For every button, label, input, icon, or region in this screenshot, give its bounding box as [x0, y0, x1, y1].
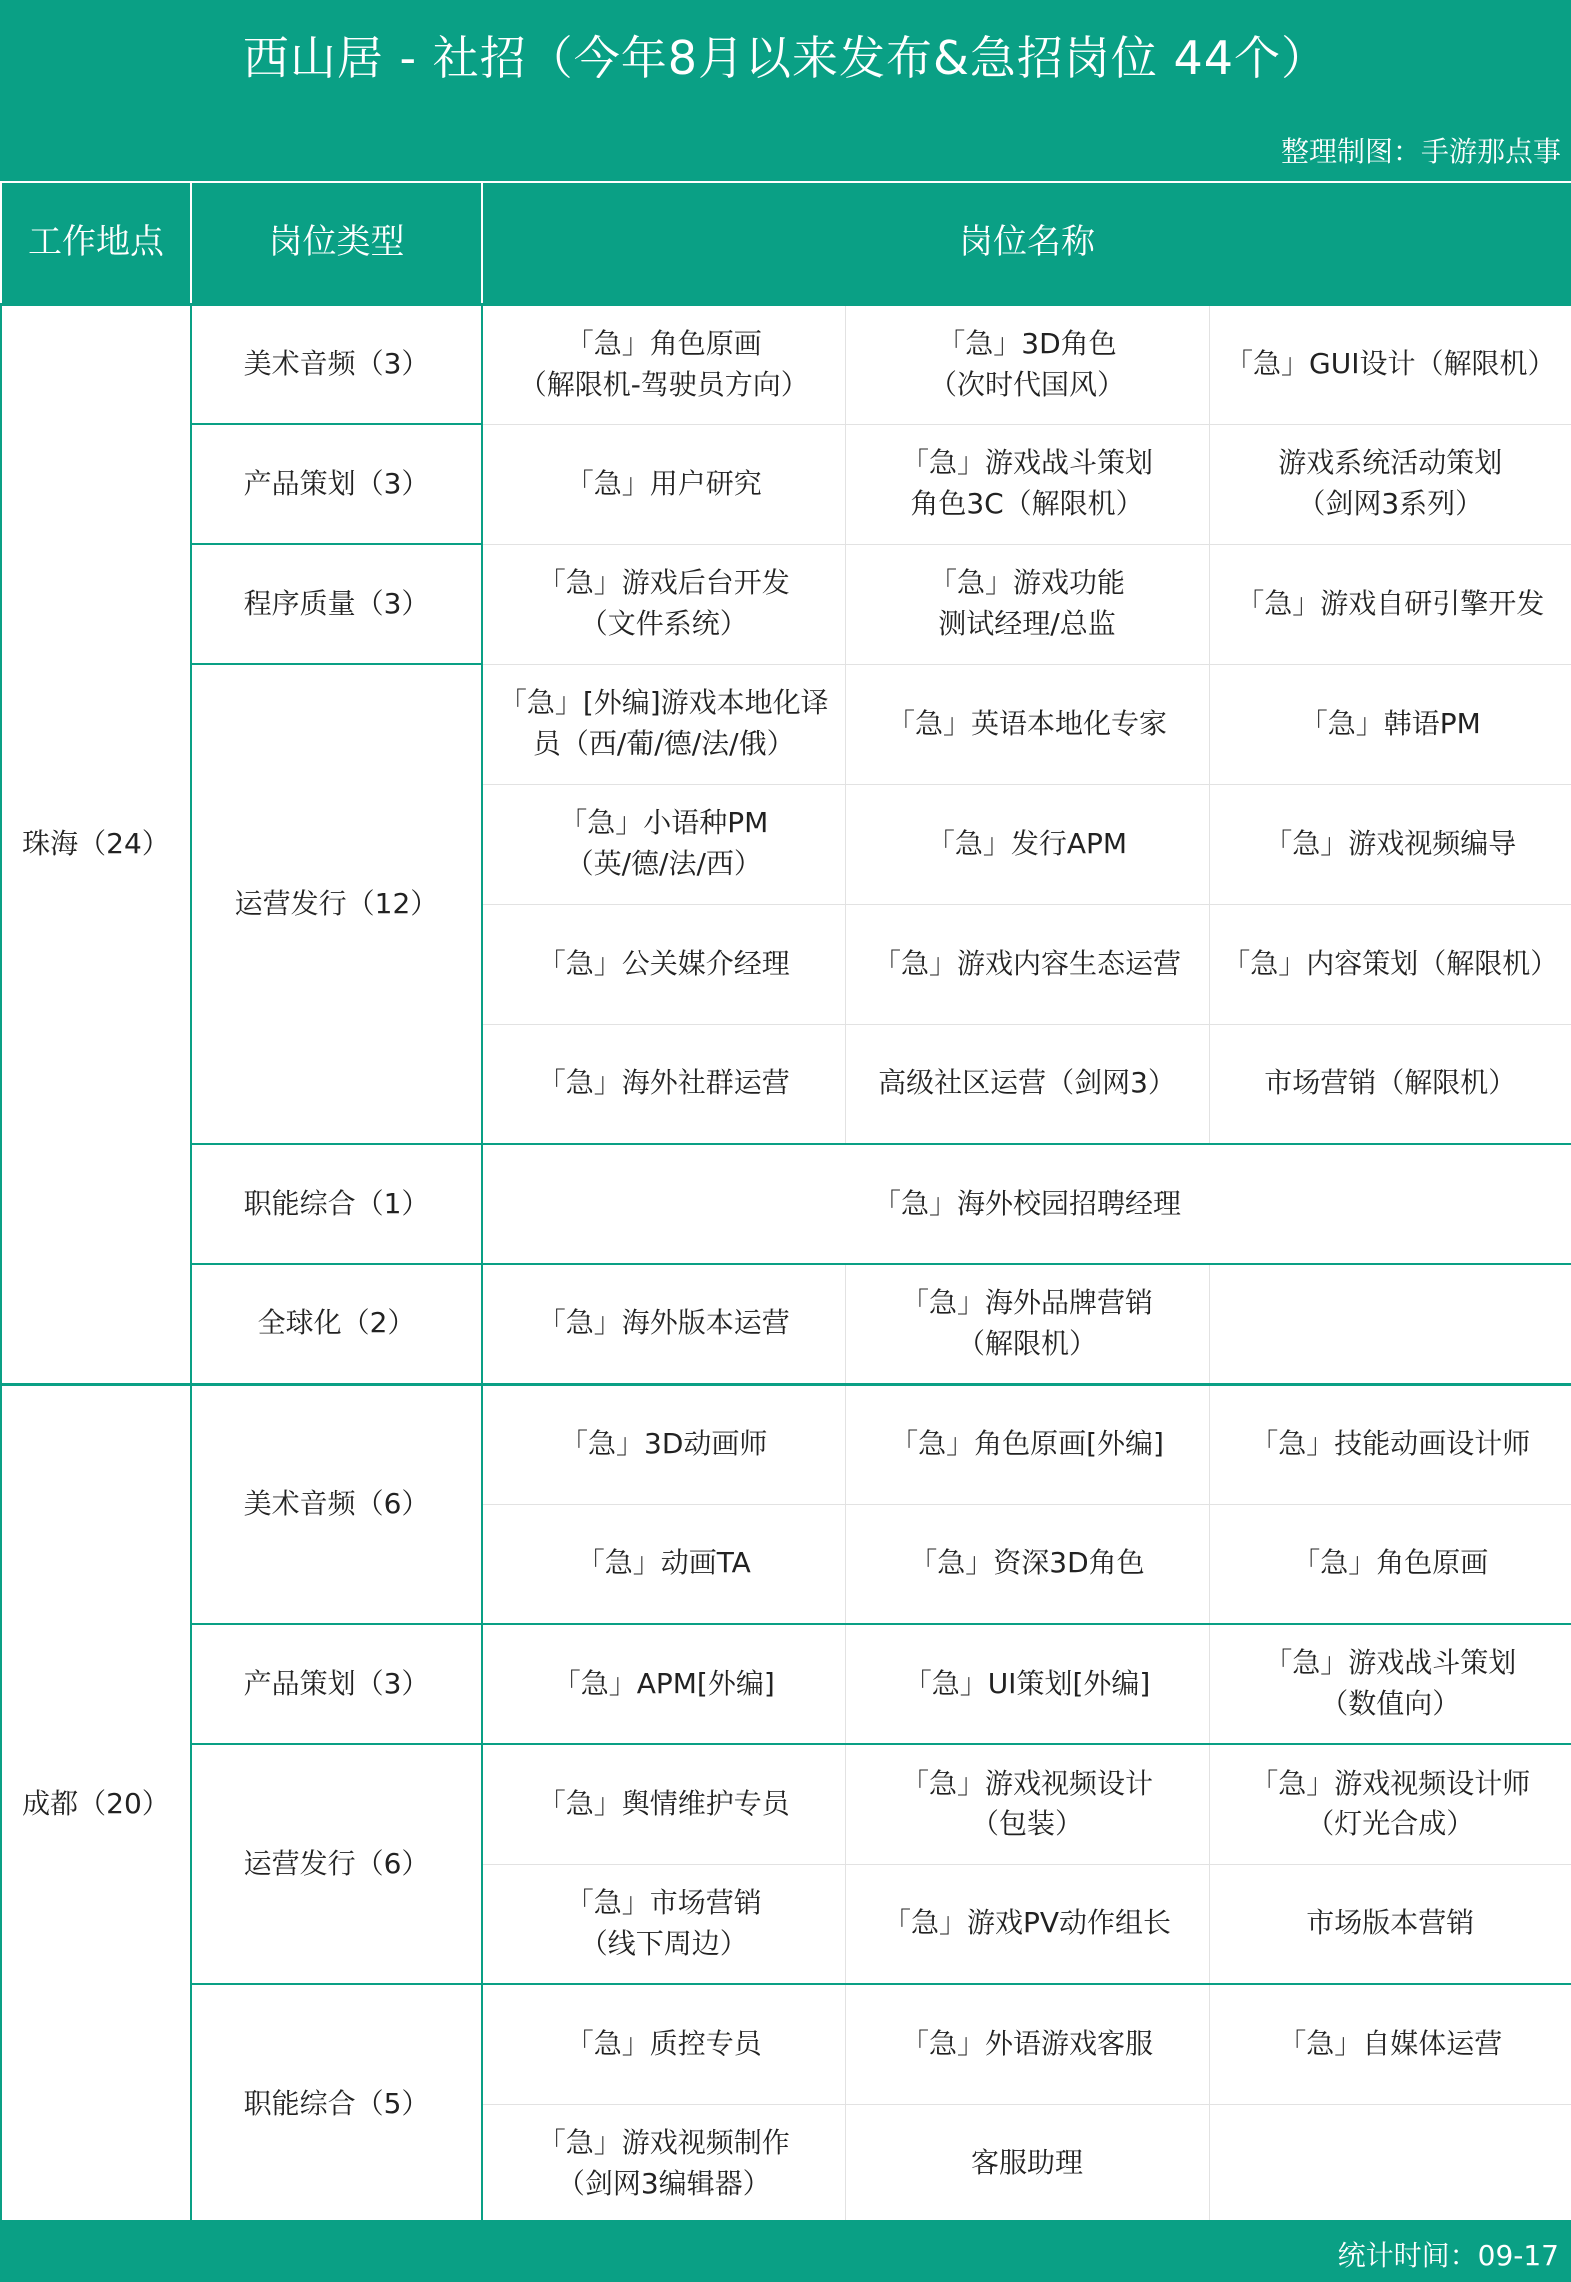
location-cell: 珠海（24）	[1, 304, 191, 1384]
job-cell: 「急」游戏视频设计 （包装）	[845, 1744, 1209, 1864]
job-cell: 「急」游戏PV动作组长	[845, 1864, 1209, 1984]
category-cell: 职能综合（1）	[191, 1144, 482, 1264]
table-row	[1, 1984, 1571, 2104]
header-category: 岗位类型	[191, 182, 482, 304]
table-header-row	[1, 182, 1571, 304]
table-row	[1, 1144, 1571, 1264]
job-cell	[1209, 1264, 1571, 1384]
category-cell: 程序质量（3）	[191, 544, 482, 664]
job-cell: 「急」游戏自研引擎开发	[1209, 544, 1571, 664]
job-cell: 「急」韩语PM	[1209, 664, 1571, 784]
job-cell: 「急」舆情维护专员	[482, 1744, 845, 1864]
job-cell: 「急」角色原画[外编]	[845, 1384, 1209, 1504]
table-row	[1, 544, 1571, 664]
job-cell: 「急」外语游戏客服	[845, 1984, 1209, 2104]
header-banner	[0, 0, 1571, 181]
footer-timestamp: 统计时间：09-17	[1337, 2239, 1559, 2272]
job-cell: 游戏系统活动策划 （剑网3系列）	[1209, 424, 1571, 544]
job-cell: 「急」APM[外编]	[482, 1624, 845, 1744]
category-cell: 美术音频（3）	[191, 304, 482, 424]
job-cell: 「急」发行APM	[845, 784, 1209, 904]
category-cell: 美术音频（6）	[191, 1384, 482, 1624]
job-cell: 「急」[外编]游戏本地化译员（西/葡/德/法/俄）	[482, 664, 845, 784]
job-cell: 「急」UI策划[外编]	[845, 1624, 1209, 1744]
job-cell: 客服助理	[845, 2104, 1209, 2224]
job-cell: 「急」游戏功能 测试经理/总监	[845, 544, 1209, 664]
job-cell: 「急」资深3D角色	[845, 1504, 1209, 1624]
category-cell: 产品策划（3）	[191, 1624, 482, 1744]
table-row	[1, 1624, 1571, 1744]
job-cell: 「急」3D角色 （次时代国风）	[845, 304, 1209, 424]
job-cell: 「急」技能动画设计师	[1209, 1384, 1571, 1504]
job-cell: 「急」游戏战斗策划 （数值向）	[1209, 1624, 1571, 1744]
job-cell: 「急」角色原画	[1209, 1504, 1571, 1624]
credit-text: 整理制图：手游那点事	[1280, 135, 1561, 168]
job-cell: 「急」小语种PM （英/德/法/西）	[482, 784, 845, 904]
job-cell: 「急」海外社群运营	[482, 1024, 845, 1144]
job-cell: 「急」游戏后台开发 （文件系统）	[482, 544, 845, 664]
job-cell: 「急」海外校园招聘经理	[482, 1144, 1571, 1264]
page-title: 西山居 - 社招（今年8月以来发布&急招岗位 44个）	[242, 31, 1329, 85]
category-cell: 运营发行（12）	[191, 664, 482, 1144]
job-cell: 「急」游戏视频设计师 （灯光合成）	[1209, 1744, 1571, 1864]
job-cell: 「急」英语本地化专家	[845, 664, 1209, 784]
job-cell: 「急」内容策划（解限机）	[1209, 904, 1571, 1024]
header-position: 岗位名称	[482, 182, 1571, 304]
job-cell: 「急」质控专员	[482, 1984, 845, 2104]
job-cell: 「急」3D动画师	[482, 1384, 845, 1504]
table-row	[1, 304, 1571, 424]
job-cell: 「急」游戏内容生态运营	[845, 904, 1209, 1024]
job-cell: 「急」游戏战斗策划 角色3C（解限机）	[845, 424, 1209, 544]
category-cell: 运营发行（6）	[191, 1744, 482, 1984]
job-cell: 高级社区运营（剑网3）	[845, 1024, 1209, 1144]
category-cell: 职能综合（5）	[191, 1984, 482, 2224]
category-cell: 全球化（2）	[191, 1264, 482, 1384]
job-cell	[1209, 2104, 1571, 2224]
table-row	[1, 1264, 1571, 1384]
job-cell: 「急」海外版本运营	[482, 1264, 845, 1384]
job-cell: 「急」用户研究	[482, 424, 845, 544]
job-cell: 「急」角色原画 （解限机-驾驶员方向）	[482, 304, 845, 424]
job-cell: 「急」动画TA	[482, 1504, 845, 1624]
table-row	[1, 1744, 1571, 1864]
table-row	[1, 424, 1571, 544]
table-row	[1, 664, 1571, 784]
footer-bar	[0, 2220, 1571, 2282]
jobs-table	[0, 181, 1571, 2225]
job-cell: 「急」市场营销 （线下周边）	[482, 1864, 845, 1984]
category-cell: 产品策划（3）	[191, 424, 482, 544]
header-location: 工作地点	[1, 182, 191, 304]
job-cell: 「急」自媒体运营	[1209, 1984, 1571, 2104]
job-cell: 「急」GUI设计（解限机）	[1209, 304, 1571, 424]
job-cell: 「急」游戏视频编导	[1209, 784, 1571, 904]
job-cell: 「急」公关媒介经理	[482, 904, 845, 1024]
job-cell: 市场版本营销	[1209, 1864, 1571, 1984]
location-cell: 成都（20）	[1, 1384, 191, 2224]
job-cell: 「急」游戏视频制作 （剑网3编辑器）	[482, 2104, 845, 2224]
job-cell: 「急」海外品牌营销 （解限机）	[845, 1264, 1209, 1384]
job-cell: 市场营销（解限机）	[1209, 1024, 1571, 1144]
table-row	[1, 1384, 1571, 1504]
